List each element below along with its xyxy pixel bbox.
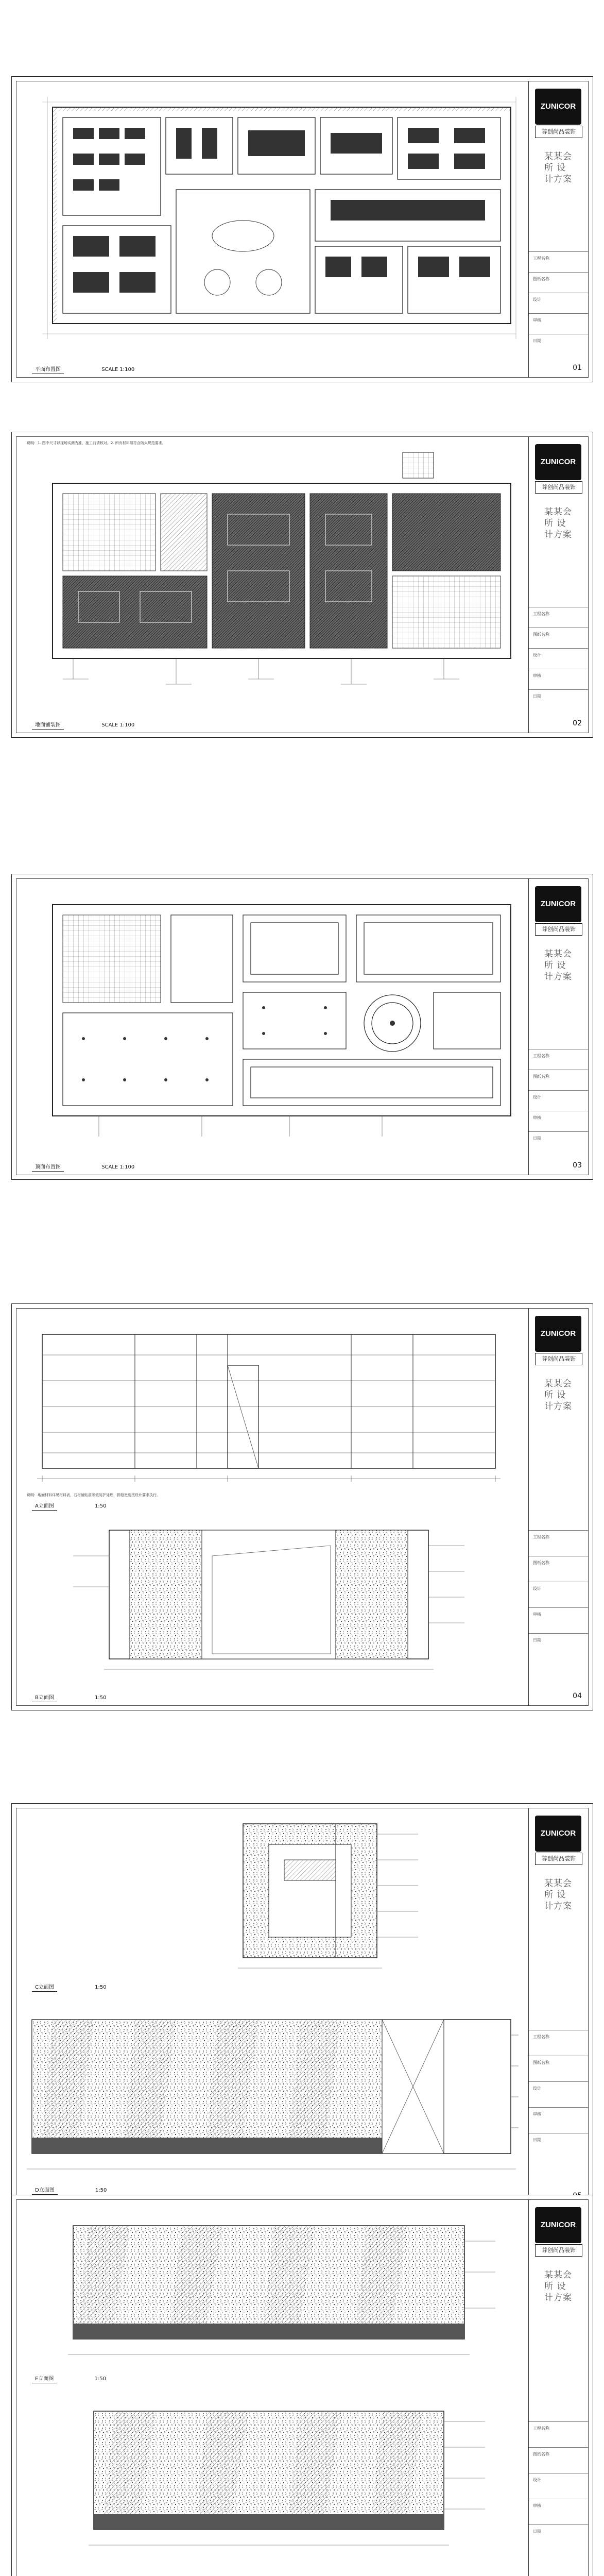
drawing-scale: 1:50	[95, 1503, 107, 1509]
drawing-scale: SCALE 1:100	[101, 1164, 135, 1170]
project-name: 某某会所 设计方案	[544, 507, 572, 540]
titleblock-field: 设计	[533, 1586, 541, 1591]
titleblock-field: 图纸名称	[533, 2060, 549, 2065]
drawing-title: D立面图	[32, 2184, 58, 2195]
elevation-e-caption	[32, 2373, 106, 2383]
titleblock-field: 设计	[533, 2478, 541, 2482]
title-block	[528, 437, 588, 733]
titleblock-field: 日期	[533, 2529, 541, 2534]
titleblock-field: 审核	[533, 318, 541, 323]
company-logo	[535, 1816, 581, 1865]
drawing-sheet-1	[11, 76, 593, 382]
sheet-number: 01	[573, 364, 582, 372]
elevation-e-drawing	[22, 2205, 526, 2391]
logo-subtitle: 尊创尚品装饰	[535, 126, 582, 138]
elevation-c-caption	[32, 1981, 107, 1992]
company-logo	[535, 89, 581, 138]
logo-mark: ZUNICOR	[535, 2207, 581, 2243]
logo-subtitle: 尊创尚品装饰	[535, 1353, 582, 1365]
logo-mark: ZUNICOR	[535, 1816, 581, 1852]
drawing-scale: SCALE 1:100	[101, 722, 135, 728]
sheet-number: 03	[573, 1161, 582, 1170]
titleblock-field: 审核	[533, 1115, 541, 1120]
titleblock-field: 审核	[533, 673, 541, 678]
sheet-border	[16, 878, 589, 1175]
company-logo	[535, 886, 581, 936]
floor-plan-drawing	[22, 87, 526, 360]
titleblock-field: 工程名称	[533, 256, 549, 261]
elevation-b-drawing	[22, 1515, 526, 1700]
titleblock-field: 日期	[533, 338, 541, 343]
project-name: 某某会所 设计方案	[544, 151, 572, 184]
floor-finish-drawing	[22, 442, 526, 715]
general-notes: 说明：1. 图中尺寸以现场实测为准，施工前请核对。2. 所有材料须符合防火规范要求。	[27, 441, 166, 445]
company-logo	[535, 444, 581, 494]
titleblock-field: 设计	[533, 297, 541, 302]
drawing-title: E立面图	[32, 2373, 57, 2383]
titleblock-field: 工程名称	[533, 2426, 549, 2431]
drawing-sheet-5	[11, 1803, 593, 2210]
titleblock-field: 日期	[533, 694, 541, 699]
logo-mark: ZUNICOR	[535, 886, 581, 922]
logo-subtitle: 尊创尚品装饰	[535, 2244, 582, 2257]
logo-subtitle: 尊创尚品装饰	[535, 1853, 582, 1865]
elevation-a-drawing	[22, 1314, 526, 1504]
company-logo	[535, 1316, 581, 1365]
logo-mark: ZUNICOR	[535, 89, 581, 125]
logo-subtitle: 尊创尚品装饰	[535, 481, 582, 494]
titleblock-field: 审核	[533, 2112, 541, 2116]
drawing-title: A立面图	[32, 1500, 57, 1511]
drawing-title: 平面布置图	[32, 364, 64, 374]
sheet-number: 04	[573, 1692, 582, 1700]
drawing-title: C立面图	[32, 1981, 57, 1992]
drawing-title: 顶面布置图	[32, 1161, 64, 1172]
elevation-d-caption	[32, 2184, 107, 2195]
title-block	[528, 879, 588, 1175]
ceiling-plan-drawing	[22, 884, 526, 1157]
sheet-border	[16, 1308, 589, 1706]
elevation-c-drawing	[22, 1814, 526, 1999]
elevation-f-drawing	[22, 2391, 526, 2576]
drawing-sheet-2	[11, 432, 593, 738]
project-name: 某某会所 设计方案	[544, 949, 572, 982]
titleblock-field: 工程名称	[533, 1054, 549, 1058]
logo-mark: ZUNICOR	[535, 1316, 581, 1352]
drawing-scale: SCALE 1:100	[101, 367, 135, 372]
drawing-sheet-3	[11, 874, 593, 1180]
elevation-a-caption	[32, 1500, 107, 1511]
drawing-title: 地面铺装图	[32, 719, 64, 730]
drawing-sheet-4	[11, 1303, 593, 1710]
title-block	[528, 2200, 588, 2576]
logo-mark: ZUNICOR	[535, 444, 581, 480]
general-notes: 说明：地面材料详见材料表，石材铺贴前须做防护处理，拼缝宽度按设计要求执行。	[27, 1493, 160, 1497]
titleblock-field: 工程名称	[533, 1535, 549, 1539]
titleblock-field: 日期	[533, 1638, 541, 1642]
elevation-b-caption	[32, 1692, 107, 1702]
titleblock-field: 图纸名称	[533, 632, 549, 637]
drawing-scale: 1:50	[95, 1695, 107, 1701]
titleblock-field: 图纸名称	[533, 277, 549, 281]
company-logo	[535, 2207, 581, 2257]
elevation-d-drawing	[22, 1999, 526, 2195]
sheet-caption	[32, 719, 134, 730]
titleblock-field: 日期	[533, 1136, 541, 1141]
logo-subtitle: 尊创尚品装饰	[535, 923, 582, 936]
title-block	[528, 1808, 588, 2205]
project-name: 某某会所 设计方案	[544, 1878, 572, 1911]
drawing-scale: 1:50	[95, 2188, 107, 2193]
drawing-title: B立面图	[32, 1692, 57, 1702]
sheet-border	[16, 436, 589, 733]
titleblock-field: 设计	[533, 2086, 541, 2091]
title-block	[528, 81, 588, 377]
sheet-caption	[32, 364, 134, 374]
drawing-scale: 1:50	[95, 1985, 107, 1990]
titleblock-field: 工程名称	[533, 2035, 549, 2039]
drawing-scale: 1:50	[94, 2376, 106, 2382]
titleblock-field: 图纸名称	[533, 1561, 549, 1565]
drawing-sheet-6	[11, 2195, 593, 2576]
sheet-number: 02	[573, 719, 582, 727]
titleblock-field: 设计	[533, 1095, 541, 1099]
titleblock-field: 设计	[533, 653, 541, 657]
title-block	[528, 1309, 588, 1705]
sheet-caption	[32, 1161, 134, 1172]
titleblock-field: 图纸名称	[533, 1074, 549, 1079]
titleblock-field: 日期	[533, 2138, 541, 2142]
sheet-border	[16, 1808, 589, 2206]
titleblock-field: 图纸名称	[533, 2452, 549, 2456]
titleblock-field: 工程名称	[533, 612, 549, 616]
sheet-border	[16, 2199, 589, 2576]
titleblock-field: 审核	[533, 2503, 541, 2508]
project-name: 某某会所 设计方案	[544, 2270, 572, 2303]
titleblock-field: 审核	[533, 1612, 541, 1617]
sheet-border	[16, 81, 589, 378]
project-name: 某某会所 设计方案	[544, 1379, 572, 1412]
